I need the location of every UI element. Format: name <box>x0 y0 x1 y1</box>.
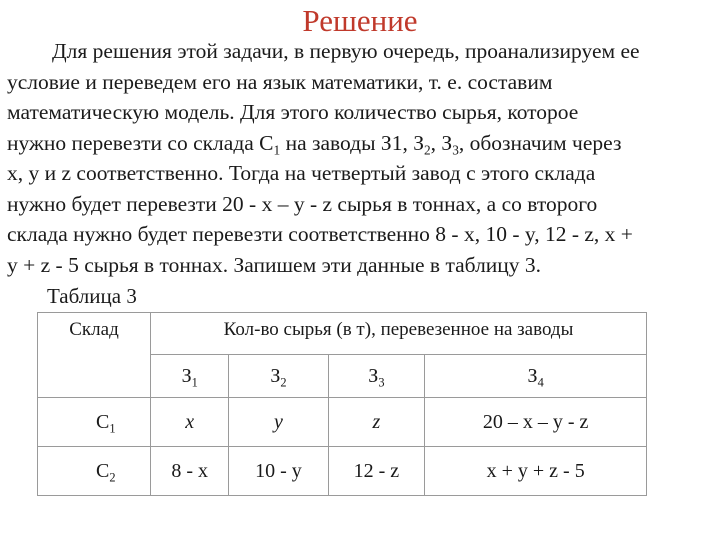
page-title: Решение <box>302 3 418 38</box>
problem-paragraph <box>7 36 713 280</box>
table-cell: x + y + z - 5 <box>425 447 647 496</box>
factory-header: $З_4$ <box>425 355 647 398</box>
paragraph-line: , обозначим через <box>458 130 622 155</box>
paragraph-line: склада нужно будет перевезти соответственно 8 - x, 10 - y, 12 - z, x + <box>7 222 633 246</box>
table-caption: Таблица 3 <box>47 284 137 308</box>
table-row <box>38 447 647 496</box>
table-cell: z <box>328 398 425 447</box>
table-row <box>38 398 647 447</box>
subscript: 3 <box>452 142 459 158</box>
subscript: 2 <box>423 142 431 158</box>
factory-header: $З_3$ <box>328 355 425 398</box>
table-cell: 20 – x – y - z <box>425 398 647 447</box>
paragraph-line: Для решения этой задачи, в первую очередь, проанализируем ее <box>52 39 640 63</box>
paragraph-line: условие и переведем его на язык математики, т. е. составим <box>7 69 553 94</box>
warehouse-label: $С_2$ <box>38 447 151 496</box>
subscript: 1 <box>273 142 281 158</box>
table-cell: y <box>229 398 328 447</box>
paragraph-line: , З <box>430 130 453 155</box>
paragraph-line: на заводы З1, З <box>280 130 424 155</box>
table-cell: 10 - y <box>229 447 328 496</box>
header-warehouse: Склад <box>38 313 151 398</box>
paragraph-line: нужно будет перевезти 20 - x – y - z сырья в тоннах, а со второго <box>7 191 598 216</box>
warehouse-label: $С_1$ <box>38 398 151 447</box>
table-cell: x <box>151 398 229 447</box>
table-cell: 8 - x <box>151 447 229 496</box>
factory-header: $З_1$ <box>151 355 229 398</box>
table-cell: 12 - z <box>328 447 425 496</box>
header-amount: Кол-во сырья (в т), перевезенное на заводы <box>151 313 647 355</box>
paragraph-line: y + z - 5 сырья в тоннах. Запишем эти данные в таблицу 3. <box>7 252 542 277</box>
paragraph-line: математическую модель. Для этого количество сырья, которое <box>7 100 579 124</box>
paragraph-line: x, y и z соответственно. Тогда на четвертый завод с этого склада <box>7 161 596 185</box>
paragraph-line: нужно перевезти со склада С <box>7 130 274 155</box>
data-table <box>37 312 647 496</box>
factory-header: $З_2$ <box>229 355 328 398</box>
